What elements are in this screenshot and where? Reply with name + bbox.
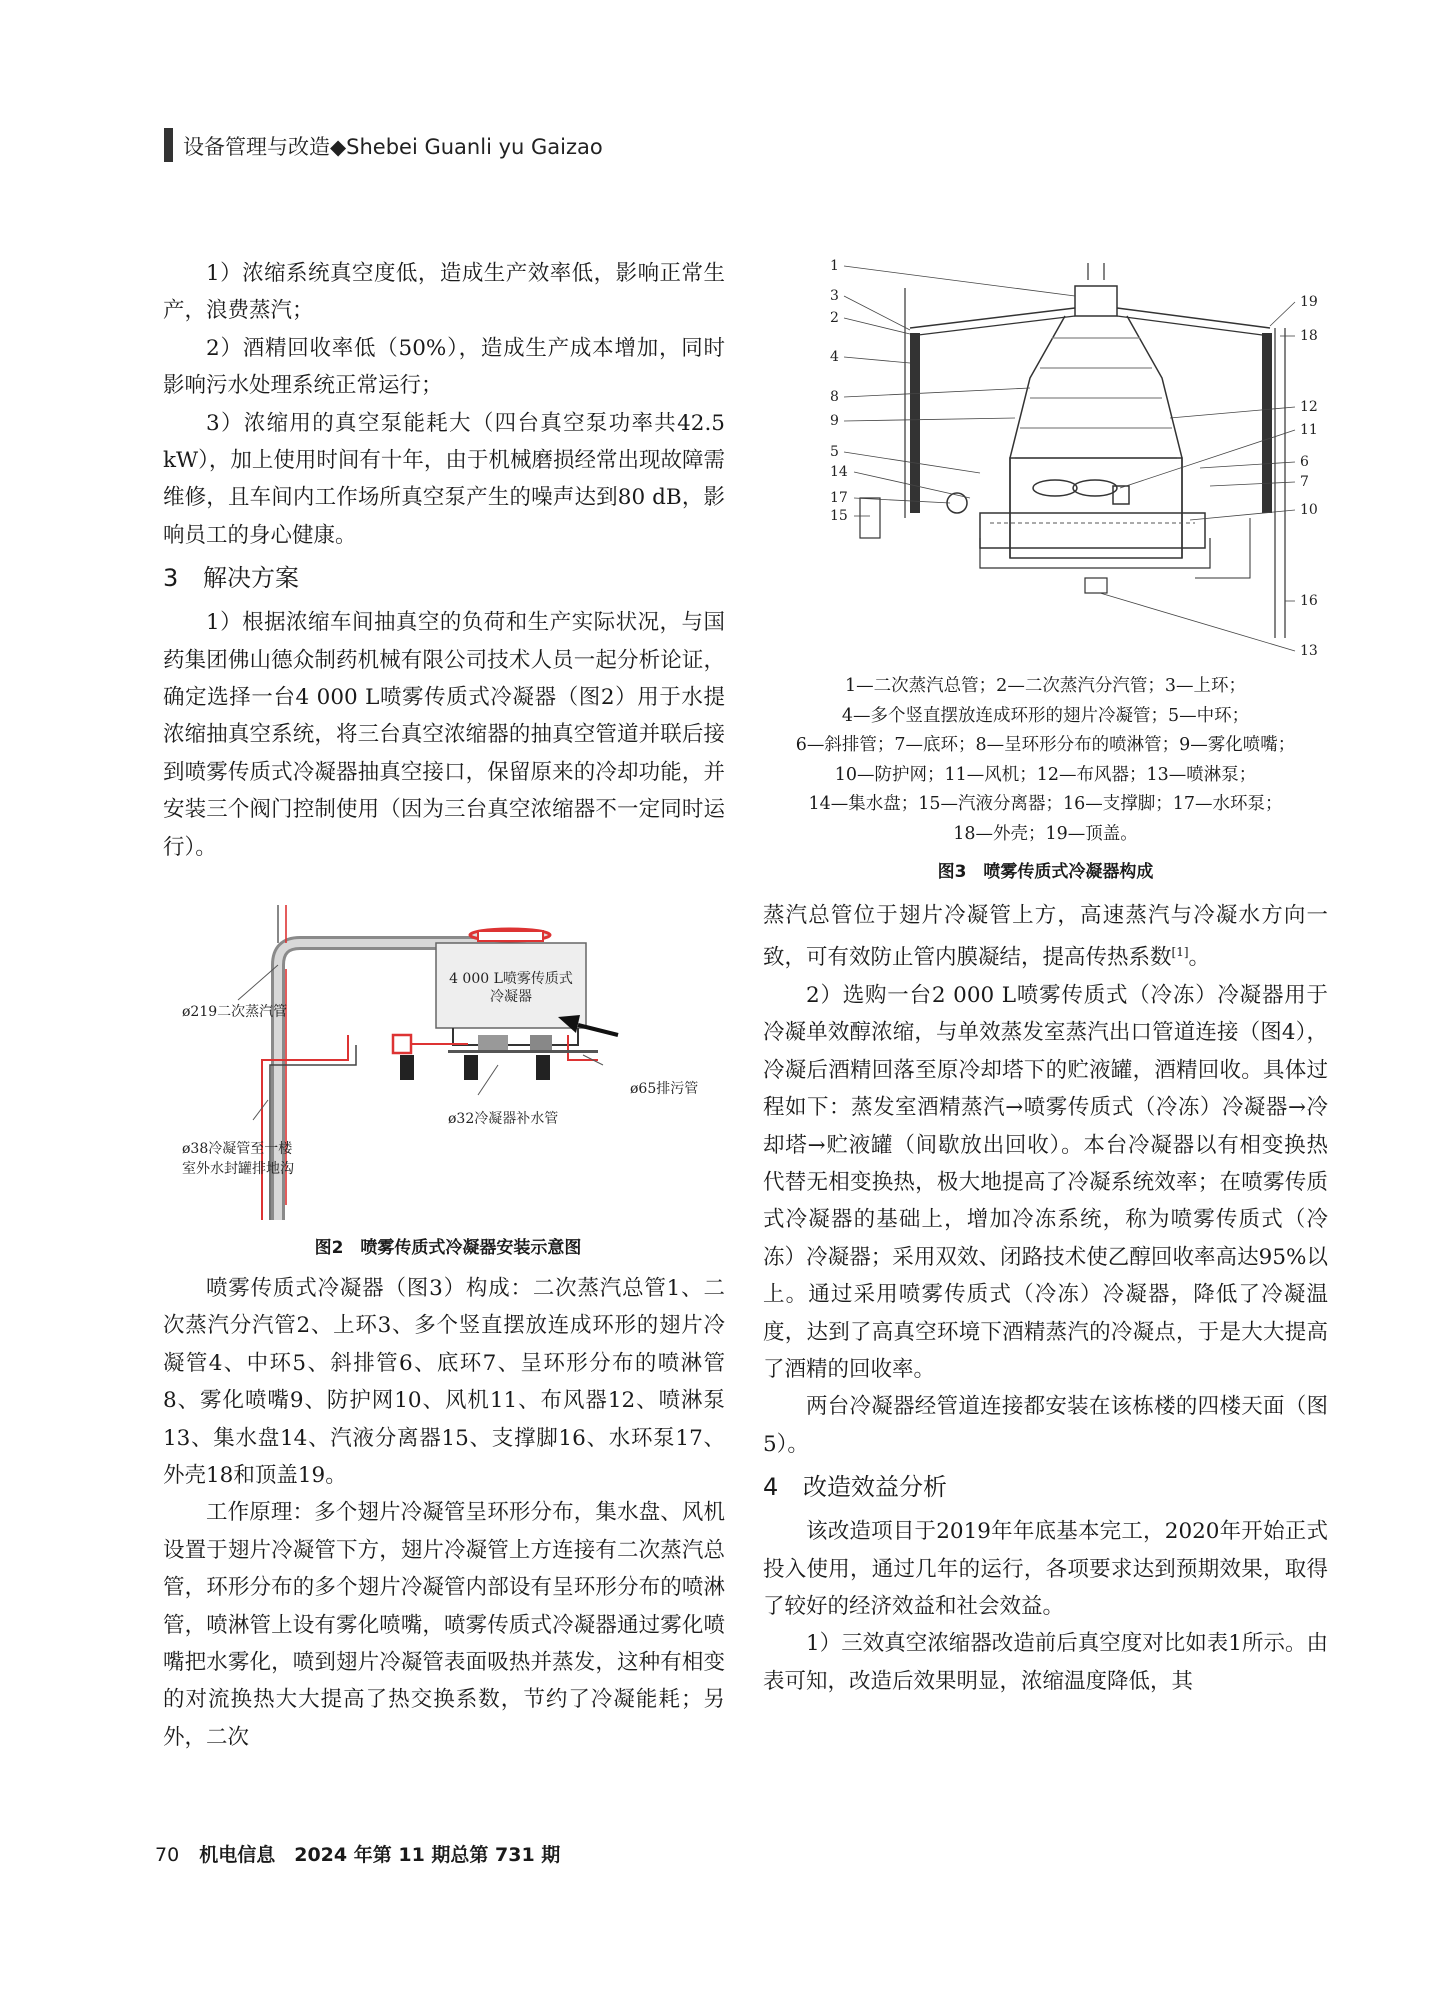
- left-column-bottom: [163, 1270, 725, 1756]
- legend-line-6: 18—外壳；19—顶盖。: [953, 823, 1138, 844]
- legend-line-2: 4—多个竖直摆放连成环形的翅片冷凝管；5—中环；: [841, 705, 1250, 726]
- section-heading-3: 3 解决方案: [163, 564, 299, 593]
- header-pinyin: Shebei Guanli yu Gaizao: [346, 135, 603, 159]
- benefit-paragraph-1: 1）三效真空浓缩器改造前后真空度对比如表1所示。由表可知，改造后效果明显，浓缩温度降低，其: [763, 1631, 1328, 1694]
- fig3-callout-7: 7: [1300, 474, 1309, 490]
- right-column-text: [763, 897, 1328, 1700]
- fig2-drain-label: ø65排污管: [630, 1081, 699, 1097]
- fig3-callout-18: 18: [1300, 328, 1318, 344]
- header-section: 设备管理与改造: [183, 135, 330, 159]
- figure-3-diagram: [830, 258, 1325, 663]
- fig3-callout-17: 17: [830, 490, 848, 506]
- installation-paragraph: 两台冷凝器经管道连接都安装在该栋楼的四楼天面（图5）。: [763, 1394, 1328, 1457]
- problem-item-3: 3）浓缩用的真空泵能耗大（四台真空泵功率共42.5 kW），加上使用时间有十年，由于机械磨损经常出现故障需维修，且车间内工作场所真空泵产生的噪声达到80 dB，影响员工的身心健康。: [163, 410, 725, 548]
- running-header: [183, 131, 603, 161]
- section-heading-4: 4 改造效益分析: [763, 1473, 947, 1502]
- fig2-condensate-label-2: 室外水封罐排地沟: [182, 1161, 294, 1177]
- fig3-callout-2: 2: [830, 310, 839, 326]
- fig3-callout-19: 19: [1300, 294, 1318, 310]
- fig2-tank-label: 4 000 L喷雾传质式: [449, 971, 573, 987]
- fig3-callout-16: 16: [1300, 593, 1318, 609]
- legend-line-5: 14—集水盘；15—汽液分离器；16—支撑脚；17—水环泵；: [808, 794, 1283, 814]
- fig3-callout-11: 11: [1300, 422, 1318, 438]
- fig3-callout-6: 6: [1300, 454, 1309, 470]
- fig3-callout-12: 12: [1300, 399, 1318, 415]
- fig2-steam-pipe-label: ø219二次蒸汽管: [182, 1004, 288, 1020]
- fig3-callout-14: 14: [830, 464, 848, 480]
- journal-info: 机电信息 2024 年第 11 期总第 731 期: [199, 1844, 561, 1866]
- fig2-makeup-label: ø32冷凝器补水管: [448, 1111, 559, 1127]
- fig3-callout-3: 3: [830, 288, 839, 304]
- header-bar: [164, 128, 173, 162]
- fig2-tank-label-2: 冷凝器: [490, 989, 532, 1005]
- legend-line-3: 6—斜排管；7—底环；8—呈环形分布的喷淋管；9—雾化喷嘴；: [795, 735, 1296, 755]
- figure-2-diagram: [178, 905, 718, 1220]
- solution-paragraph-2: 2）选购一台2 000 L喷雾传质式（冷冻）冷凝器用于冷凝单效醇浓缩，与单效蒸发室蒸汽出口管道连接（图4），冷凝后酒精回落至原冷却塔下的贮液罐，酒精回收。具体过程如下：蒸发室酒精蒸汽→喷雾传质式（冷冻）冷凝器→冷却塔→贮液罐（间歇放出回收）。本台冷凝器以有相变换热代替无相变换热，极大地提高了冷凝系统效率；在喷雾传质式冷凝器的基础上，增加冷冻系统，称为喷雾传质式（冷冻）冷凝器；采用双效、闭路技术使乙醇回收率高达95%以上。通过采用喷雾传质式（冷冻）冷凝器，降低了冷凝温度，达到了高真空环境下酒精蒸汽的冷凝点，于是大大提高了酒精的回收率。: [763, 982, 1328, 1383]
- left-column-top: [163, 255, 725, 866]
- legend-line-1: 1—二次蒸汽总管；2—二次蒸汽分汽管；3—上环；: [845, 676, 1246, 696]
- continuation-paragraph: 蒸汽总管位于翅片冷凝管上方，高速蒸汽与冷凝水方向一致，可有效防止管内膜凝结，提高传热系数[1]。: [763, 903, 1328, 971]
- fig3-callout-15: 15: [830, 508, 848, 524]
- figure-2-caption: 图2 喷雾传质式冷凝器安装示意图: [314, 1238, 582, 1258]
- citation-1: [1]: [1171, 945, 1189, 960]
- problem-item-1: 1）浓缩系统真空度低，造成生产效率低，影响正常生产，浪费蒸汽；: [163, 261, 725, 324]
- fig3-callout-9: 9: [830, 413, 839, 429]
- fig3-callout-5: 5: [830, 444, 839, 460]
- problem-item-2: 2）酒精回收率低（50%），造成生产成本增加，同时影响污水处理系统正常运行；: [163, 335, 725, 399]
- diamond-icon: ◆: [330, 135, 347, 159]
- fig3-callout-4: 4: [830, 349, 839, 365]
- composition-paragraph: 喷雾传质式冷凝器（图3）构成：二次蒸汽总管1、二次蒸汽分汽管2、上环3、多个竖直摆放连成环形的翅片冷凝管4、中环5、斜排管6、底环7、呈环形分布的喷淋管8、雾化喷嘴9、防护网10、风机11、布风器12、喷淋泵13、集水盘14、汽液分离器15、支撑脚16、水环泵17、外壳18和顶盖19。: [163, 1276, 725, 1489]
- fig3-callout-10: 10: [1300, 502, 1318, 518]
- figure-3-legend: [758, 672, 1333, 849]
- benefit-paragraph: 该改造项目于2019年年底基本完工，2020年开始正式投入使用，通过几年的运行，各项要求达到预期效果，取得了较好的经济效益和社会效益。: [763, 1519, 1328, 1620]
- page-number: 70: [155, 1844, 180, 1866]
- page-footer: [155, 1840, 560, 1867]
- figure-3-caption: 图3 喷雾传质式冷凝器构成: [937, 862, 1154, 882]
- fig3-callout-13: 13: [1300, 643, 1318, 659]
- legend-line-4: 10—防护网；11—风机；12—布风器；13—喷淋泵；: [834, 764, 1257, 785]
- fig3-callout-8: 8: [830, 389, 839, 405]
- principle-paragraph: 工作原理：多个翅片冷凝管呈环形分布，集水盘、风机设置于翅片冷凝管下方，翅片冷凝管上方连接有二次蒸汽总管，环形分布的多个翅片冷凝管内部设有呈环形分布的喷淋管，喷淋管上设有雾化喷嘴，喷雾传质式冷凝器通过雾化喷嘴把水雾化，喷到翅片冷凝管表面吸热并蒸发，这种有相变的对流换热大大提高了热交换系数，节约了冷凝能耗；另外，二次: [163, 1500, 725, 1750]
- fig2-condensate-label-1: ø38冷凝管至一楼: [182, 1141, 293, 1157]
- solution-paragraph-1: 1）根据浓缩车间抽真空的负荷和生产实际状况，与国药集团佛山德众制药机械有限公司技术人员一起分析论证，确定选择一台4 000 L喷雾传质式冷凝器（图2）用于水提浓缩抽真空系统，将三台真空浓缩器的抽真空管道并联后接到喷雾传质式冷凝器抽真空接口，保留原来的冷却功能，并安装三个阀门控制使用（因为三台真空浓缩器不一定同时运行）。: [163, 610, 725, 860]
- fig3-callout-1: 1: [830, 258, 839, 274]
